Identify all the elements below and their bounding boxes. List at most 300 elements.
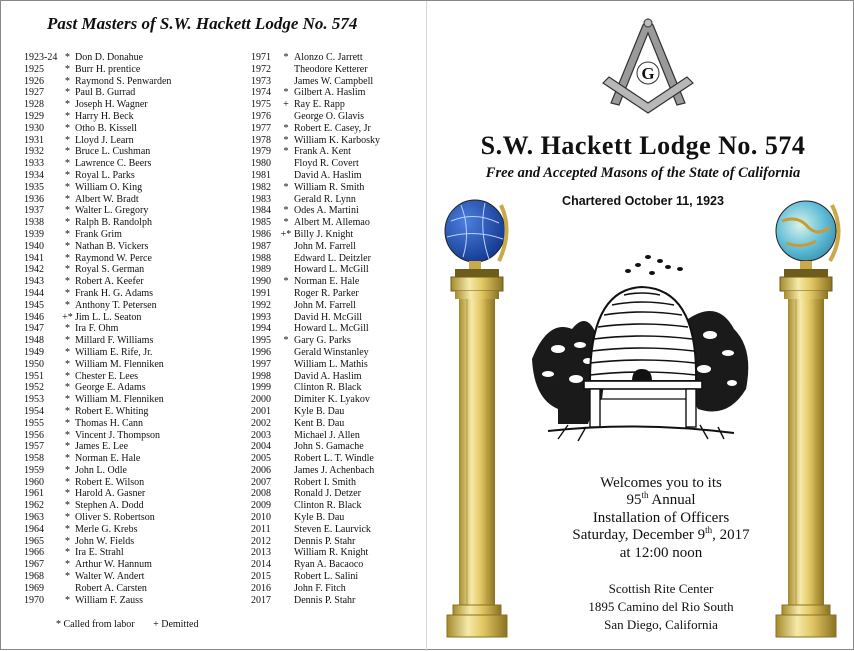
past-master-name: James W. Campbell xyxy=(294,75,374,87)
past-master-name: David A. Haslim xyxy=(294,169,362,181)
past-master-row xyxy=(24,500,171,512)
past-master-name: John F. Fitch xyxy=(294,582,346,594)
past-master-name: Arthur W. Hannum xyxy=(75,559,152,571)
past-master-row xyxy=(24,264,171,276)
past-master-name: Jim L. L. Seaton xyxy=(75,311,142,323)
past-master-name: Kyle B. Dau xyxy=(294,405,345,417)
past-master-year: 1956 xyxy=(24,429,44,441)
anniversary-line xyxy=(541,492,781,509)
past-master-mark: * xyxy=(283,122,289,134)
past-master-row xyxy=(24,253,171,265)
past-master-mark: * xyxy=(65,87,70,99)
past-master-name: Frank A. Kent xyxy=(294,146,351,158)
past-master-name: William M. Flenniken xyxy=(75,394,164,406)
past-master-mark: * xyxy=(65,169,70,181)
past-master-name: Clinton R. Black xyxy=(294,500,362,512)
past-master-mark: * xyxy=(65,52,70,63)
past-master-mark xyxy=(278,64,294,76)
past-master-year: 1952 xyxy=(24,382,44,394)
past-master-mark xyxy=(278,595,294,607)
past-master-year: 1950 xyxy=(24,358,44,370)
past-master-year: 1990 xyxy=(251,276,271,288)
past-master-name: Ira F. Ohm xyxy=(75,323,119,335)
past-master-row xyxy=(251,64,380,76)
past-master-mark xyxy=(278,359,294,371)
past-masters-column-2 xyxy=(251,52,380,606)
past-master-mark xyxy=(278,300,294,312)
past-master-year: 1928 xyxy=(24,99,44,111)
past-master-name: Robert A. Keefer xyxy=(75,276,144,288)
past-master-name: Ray E. Rapp xyxy=(294,99,345,111)
past-master-name: Gilbert A. Haslim xyxy=(294,87,366,99)
past-master-name: John M. Farrell xyxy=(294,299,356,311)
past-master-row xyxy=(251,406,380,418)
past-master-mark xyxy=(278,264,294,276)
past-master-year: 1932 xyxy=(24,146,44,158)
lodge-subtitle: Free and Accepted Masons of the State of California xyxy=(485,165,801,181)
past-master-mark: * xyxy=(65,217,70,229)
past-master-year: 1927 xyxy=(24,87,44,99)
anniversary-number: 95 xyxy=(626,492,642,509)
past-master-year: 1985 xyxy=(251,217,271,229)
past-master-name: John M. Farrell xyxy=(294,240,356,252)
past-master-year: 2005 xyxy=(251,453,271,465)
past-master-year: 1994 xyxy=(251,323,271,335)
past-master-year: 1983 xyxy=(251,193,271,205)
past-master-name: Burr H. prentice xyxy=(75,63,141,75)
past-master-mark xyxy=(278,488,294,500)
past-master-year: 1947 xyxy=(24,323,44,335)
welcome-line: Welcomes you to its xyxy=(600,475,722,491)
past-master-row xyxy=(24,217,171,229)
past-master-year: 1971 xyxy=(251,52,271,63)
past-master-mark xyxy=(278,512,294,524)
past-master-name: Harry H. Beck xyxy=(75,110,134,122)
anniversary-rest: Annual xyxy=(648,492,696,509)
past-master-year: 1958 xyxy=(24,453,44,465)
beehive-illustration xyxy=(528,249,754,449)
past-master-year: 2007 xyxy=(251,476,271,488)
past-master-year: 1951 xyxy=(24,370,44,382)
past-master-mark: * xyxy=(65,453,70,465)
past-master-year: 2017 xyxy=(251,594,271,606)
past-master-mark xyxy=(278,111,294,123)
past-master-name: Royal S. German xyxy=(75,264,145,276)
past-master-row xyxy=(24,394,171,406)
past-master-mark xyxy=(278,536,294,548)
past-master-row xyxy=(251,536,380,548)
past-master-year: 1968 xyxy=(24,571,44,583)
past-master-year: 1937 xyxy=(24,205,44,217)
past-master-year: 2000 xyxy=(251,394,271,406)
past-master-mark xyxy=(278,241,294,253)
past-master-year: 1945 xyxy=(24,299,44,311)
past-master-mark: * xyxy=(65,181,70,193)
past-master-year: 2010 xyxy=(251,512,271,524)
past-master-name: Edward L. Deitzler xyxy=(294,252,371,264)
past-master-mark xyxy=(278,524,294,536)
past-master-year: 2015 xyxy=(251,571,271,583)
past-master-year: 1999 xyxy=(251,382,271,394)
past-master-row xyxy=(251,241,380,253)
past-master-year: 1986 xyxy=(251,228,271,240)
past-master-name: Lawrence C. Beers xyxy=(75,158,152,170)
lodge-name: S.W. Hackett Lodge No. 574 xyxy=(480,131,806,160)
past-master-mark xyxy=(278,559,294,571)
past-master-name: Albert M. Allemao xyxy=(294,217,370,229)
past-master-row xyxy=(251,595,380,607)
past-master-mark xyxy=(278,288,294,300)
past-master-row xyxy=(251,217,380,229)
past-master-mark: * xyxy=(283,181,289,193)
past-master-row xyxy=(24,477,171,489)
past-master-year: 1981 xyxy=(251,169,271,181)
past-master-year: 2003 xyxy=(251,429,271,441)
past-master-mark: * xyxy=(65,75,70,87)
past-master-year: 1975 xyxy=(251,99,271,111)
past-master-name: Royal L. Parks xyxy=(75,169,135,181)
past-master-row xyxy=(24,524,171,536)
past-master-row xyxy=(24,170,171,182)
past-master-name: Harold A. Gasner xyxy=(75,488,146,500)
past-master-name: Chester E. Lees xyxy=(75,370,139,382)
past-master-name: Paul B. Gurrad xyxy=(75,87,136,99)
past-master-mark xyxy=(278,312,294,324)
past-master-name: Robert A. Carsten xyxy=(75,582,147,594)
past-master-name: Robert L. T. Windle xyxy=(294,453,374,465)
past-master-mark: * xyxy=(65,358,70,370)
past-master-year: 1954 xyxy=(24,405,44,417)
past-master-year: 1938 xyxy=(24,217,44,229)
installation-invitation xyxy=(541,475,781,562)
past-master-name: George O. Glavis xyxy=(294,110,365,122)
past-master-mark: * xyxy=(65,559,70,571)
past-master-mark xyxy=(278,406,294,418)
past-master-year: 1930 xyxy=(24,122,44,134)
past-master-mark: * xyxy=(65,488,70,500)
past-master-row xyxy=(251,500,380,512)
past-master-name: Billy J. Knight xyxy=(294,228,354,240)
past-master-name: Walter L. Gregory xyxy=(75,205,149,217)
past-master-name: Robert E. Whiting xyxy=(75,405,149,417)
past-master-mark: * xyxy=(65,335,70,347)
past-master-year: 2001 xyxy=(251,405,271,417)
past-master-row xyxy=(251,158,380,170)
past-master-mark: * xyxy=(65,464,70,476)
past-master-row xyxy=(24,453,171,465)
past-master-row xyxy=(24,52,171,64)
past-master-row xyxy=(251,418,380,430)
past-master-row xyxy=(251,583,380,595)
past-master-row xyxy=(24,205,171,217)
past-masters-title: Past Masters of S.W. Hackett Lodge No. 574 xyxy=(47,14,358,33)
past-master-row xyxy=(251,571,380,583)
past-master-mark: * xyxy=(65,146,70,158)
past-master-name: Ronald J. Detzer xyxy=(294,488,361,500)
past-master-row xyxy=(251,335,380,347)
past-master-mark xyxy=(278,382,294,394)
past-master-year: 1925 xyxy=(24,63,44,75)
past-master-year: 1963 xyxy=(24,512,44,524)
past-master-year: 1996 xyxy=(251,346,271,358)
past-master-name: James E. Lee xyxy=(75,441,129,453)
past-master-name: Raymond W. Perce xyxy=(75,252,152,264)
past-master-mark: * xyxy=(65,122,70,134)
past-master-name: Robert E. Wilson xyxy=(75,476,145,488)
past-master-mark xyxy=(278,323,294,335)
event-date-suffix: th xyxy=(705,525,713,536)
past-master-row xyxy=(251,430,380,442)
past-master-mark: * xyxy=(65,323,70,335)
past-master-mark: +* xyxy=(280,228,292,240)
event-date-main: Saturday, December 9 xyxy=(572,527,706,544)
venue-street: 1895 Camino del Rio South xyxy=(588,599,734,614)
past-master-mark: * xyxy=(65,264,70,276)
past-master-mark xyxy=(278,500,294,512)
past-master-row xyxy=(251,99,380,111)
past-master-year: 2006 xyxy=(251,464,271,476)
past-master-row xyxy=(24,465,171,477)
past-master-mark: * xyxy=(283,205,289,217)
past-master-year: 1948 xyxy=(24,335,44,347)
past-master-mark: * xyxy=(65,441,70,453)
past-master-mark: * xyxy=(65,547,70,559)
past-master-row xyxy=(251,229,380,241)
past-master-name: William K. Karbosky xyxy=(294,134,380,146)
past-master-year: 2012 xyxy=(251,535,271,547)
past-master-name: Roger R. Parker xyxy=(294,287,359,299)
past-master-year: 1976 xyxy=(251,110,271,122)
past-master-year: 2009 xyxy=(251,500,271,512)
past-master-mark xyxy=(278,253,294,265)
past-master-mark xyxy=(278,441,294,453)
past-master-year: 1934 xyxy=(24,169,44,181)
past-master-row xyxy=(251,52,380,64)
past-master-year: 1978 xyxy=(251,134,271,146)
past-master-name: William E. Rife, Jr. xyxy=(75,346,153,358)
past-master-mark: * xyxy=(65,134,70,146)
past-master-mark: * xyxy=(65,252,70,264)
past-master-mark: * xyxy=(65,394,70,406)
square-and-compass-logo xyxy=(599,17,697,117)
past-master-row xyxy=(251,135,380,147)
past-master-mark: * xyxy=(65,500,70,512)
past-master-mark xyxy=(278,394,294,406)
past-master-year: 2016 xyxy=(251,582,271,594)
past-master-year: 1929 xyxy=(24,110,44,122)
past-master-year: 1935 xyxy=(24,181,44,193)
past-master-year: 1989 xyxy=(251,264,271,276)
past-master-mark xyxy=(278,477,294,489)
past-master-name: Otho B. Kissell xyxy=(75,122,137,134)
past-master-row xyxy=(251,382,380,394)
past-master-mark: * xyxy=(283,217,289,229)
past-master-name: William R. Knight xyxy=(294,547,369,559)
past-masters-column-1 xyxy=(24,52,171,606)
past-master-year: 1944 xyxy=(24,287,44,299)
past-master-row xyxy=(24,229,171,241)
past-master-name: Gerald R. Lynn xyxy=(294,193,356,205)
past-master-name: David H. McGill xyxy=(294,311,363,323)
past-master-row xyxy=(251,87,380,99)
past-master-name: Millard F. Williams xyxy=(75,335,154,347)
past-master-mark xyxy=(278,465,294,477)
past-master-mark xyxy=(278,547,294,559)
past-master-name: Oliver S. Robertson xyxy=(75,512,155,524)
past-master-name: Bruce L. Cushman xyxy=(75,146,151,158)
past-master-year: 1973 xyxy=(251,75,271,87)
past-master-name: William L. Mathis xyxy=(294,358,368,370)
past-master-year: 1965 xyxy=(24,535,44,547)
past-master-mark: * xyxy=(65,429,70,441)
past-master-row xyxy=(24,276,171,288)
past-master-name: Steven E. Laurvick xyxy=(294,523,371,535)
past-master-mark: * xyxy=(65,63,70,75)
past-master-year: 1979 xyxy=(251,146,271,158)
past-master-year: 2004 xyxy=(251,441,271,453)
past-master-row xyxy=(251,512,380,524)
past-master-year: 1923-24 xyxy=(24,52,58,63)
past-master-mark: * xyxy=(65,476,70,488)
past-master-name: Norman E. Hale xyxy=(294,276,360,288)
past-master-name: Raymond S. Penwarden xyxy=(75,75,172,87)
past-master-row xyxy=(251,205,380,217)
past-master-row xyxy=(24,300,171,312)
past-master-mark: + xyxy=(283,99,289,111)
past-master-year: 1993 xyxy=(251,311,271,323)
past-master-mark xyxy=(278,371,294,383)
past-master-row xyxy=(24,182,171,194)
past-master-year: 1942 xyxy=(24,264,44,276)
past-master-name: William F. Zauss xyxy=(75,594,143,606)
past-master-mark: * xyxy=(283,52,289,63)
past-master-mark xyxy=(278,583,294,595)
past-master-row xyxy=(24,288,171,300)
past-master-row xyxy=(251,182,380,194)
past-master-mark: * xyxy=(65,240,70,252)
past-master-name: Joseph H. Wagner xyxy=(75,99,148,111)
past-master-year: 2002 xyxy=(251,417,271,429)
past-master-row xyxy=(251,323,380,335)
past-master-row xyxy=(24,559,171,571)
past-master-name: Ryan A. Bacaoco xyxy=(294,559,364,571)
past-master-year: 1941 xyxy=(24,252,44,264)
past-master-row xyxy=(251,312,380,324)
past-master-mark xyxy=(278,430,294,442)
past-master-year: 1931 xyxy=(24,134,44,146)
past-master-name: William R. Smith xyxy=(294,181,365,193)
past-master-name: Albert W. Bradt xyxy=(75,193,139,205)
past-master-year: 1969 xyxy=(24,582,44,594)
event-date xyxy=(541,527,781,544)
past-master-name: William O. King xyxy=(75,181,143,193)
past-master-mark: * xyxy=(65,346,70,358)
past-master-mark xyxy=(278,453,294,465)
past-master-name: Ralph B. Randolph xyxy=(75,217,152,229)
past-master-row xyxy=(24,99,171,111)
past-master-name: Gerald Winstanley xyxy=(294,346,369,358)
past-master-name: Dennis P. Stahr xyxy=(294,594,356,606)
past-master-name: Ira E. Strahl xyxy=(75,547,124,559)
legend-called-from-labor: * Called from labor xyxy=(56,619,135,630)
past-master-year: 1984 xyxy=(251,205,271,217)
past-master-year: 1974 xyxy=(251,87,271,99)
venue-city: San Diego, California xyxy=(604,617,718,632)
past-master-mark xyxy=(278,571,294,583)
past-master-mark: * xyxy=(65,287,70,299)
past-master-name: Kent B. Dau xyxy=(294,417,345,429)
past-master-name: Gary G. Parks xyxy=(294,335,351,347)
venue-name: Scottish Rite Center xyxy=(608,581,714,596)
past-master-year: 1957 xyxy=(24,441,44,453)
past-master-name: Howard L. McGill xyxy=(294,323,369,335)
past-master-mark xyxy=(278,194,294,206)
past-master-row xyxy=(24,382,171,394)
past-master-row xyxy=(24,87,171,99)
past-master-row xyxy=(251,170,380,182)
past-master-year: 1926 xyxy=(24,75,44,87)
past-master-mark xyxy=(60,583,75,595)
past-master-mark: * xyxy=(65,571,70,583)
past-master-name: William M. Flenniken xyxy=(75,358,164,370)
past-master-name: Odes A. Martini xyxy=(294,205,359,217)
past-master-row xyxy=(24,536,171,548)
past-master-row xyxy=(24,135,171,147)
past-master-year: 2008 xyxy=(251,488,271,500)
past-master-mark xyxy=(278,347,294,359)
past-master-year: 1987 xyxy=(251,240,271,252)
past-master-year: 1955 xyxy=(24,417,44,429)
past-master-row xyxy=(251,288,380,300)
past-master-year: 1967 xyxy=(24,559,44,571)
past-master-name: John W. Fields xyxy=(75,535,135,547)
past-master-year: 1988 xyxy=(251,252,271,264)
past-master-row xyxy=(24,488,171,500)
past-master-row xyxy=(24,406,171,418)
past-master-mark: * xyxy=(283,335,289,347)
past-master-row xyxy=(251,441,380,453)
past-master-mark xyxy=(278,418,294,430)
past-master-mark: * xyxy=(65,110,70,122)
past-master-mark: * xyxy=(65,299,70,311)
past-master-row xyxy=(251,194,380,206)
past-master-row xyxy=(24,418,171,430)
past-master-year: 1946 xyxy=(24,311,44,323)
past-master-row xyxy=(251,559,380,571)
past-master-name: David A. Haslim xyxy=(294,370,362,382)
past-master-name: Nathan B. Vickers xyxy=(75,240,149,252)
past-master-year: 1977 xyxy=(251,122,271,134)
past-master-name: Frank H. G. Adams xyxy=(75,287,154,299)
past-master-row xyxy=(24,194,171,206)
past-master-row xyxy=(24,359,171,371)
past-master-row xyxy=(24,241,171,253)
right-pillar-globe-illustration xyxy=(768,197,844,641)
past-master-mark: * xyxy=(65,99,70,111)
past-master-mark: * xyxy=(65,523,70,535)
past-master-mark: * xyxy=(65,276,70,288)
past-master-year: 1933 xyxy=(24,158,44,170)
past-master-name: Don D. Donahue xyxy=(75,52,144,63)
charter-date: Chartered October 11, 1923 xyxy=(562,194,724,208)
past-master-mark: * xyxy=(65,228,70,240)
event-time: at 12:00 noon xyxy=(619,544,703,561)
past-master-name: Michael J. Allen xyxy=(294,429,360,441)
past-master-row xyxy=(251,253,380,265)
past-master-mark: * xyxy=(283,276,289,288)
past-master-year: 1998 xyxy=(251,370,271,382)
past-master-row xyxy=(251,524,380,536)
